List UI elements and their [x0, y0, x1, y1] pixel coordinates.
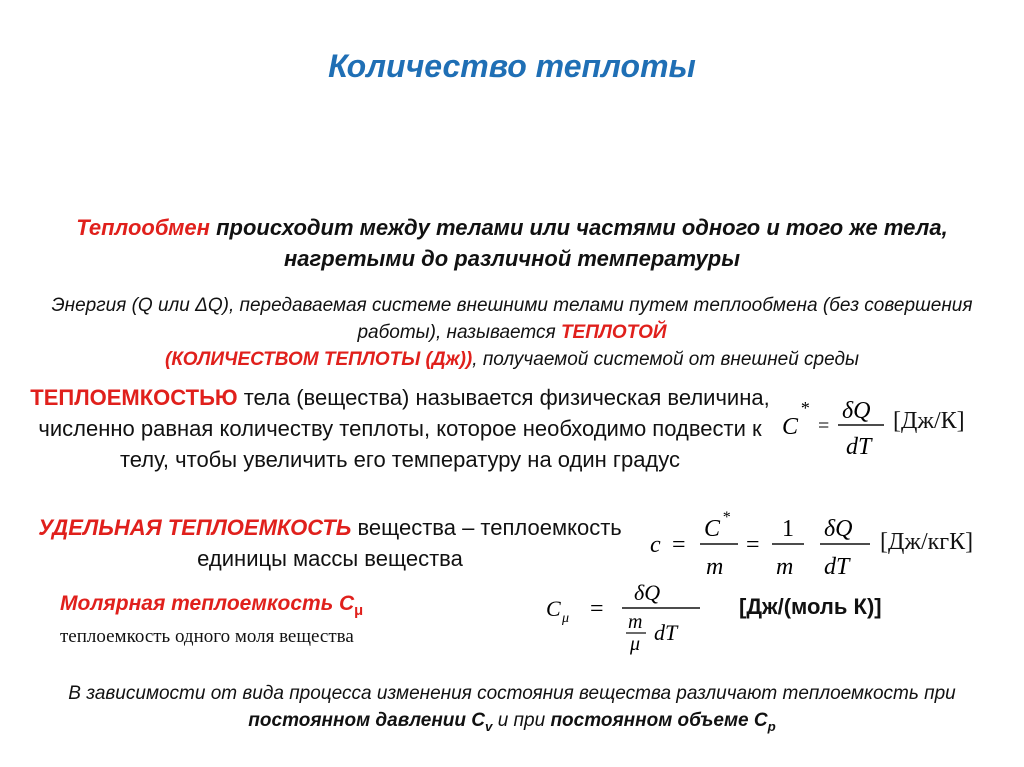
svg-text:1: 1: [782, 516, 794, 542]
heat-definition-text-1: Энергия (Q или ΔQ), передаваемая системе внешними телами путем теплообмена (без совершения работы), называется: [51, 295, 973, 343]
svg-text:=: =: [746, 532, 760, 558]
svg-text:=: =: [590, 596, 604, 622]
svg-text:δQ: δQ: [634, 580, 661, 605]
svg-text:m: m: [776, 554, 794, 580]
molar-heat-term: Молярная теплоемкость $C_\mu$: [60, 592, 364, 620]
svg-text:m: m: [628, 611, 643, 633]
svg-text:dT: dT: [846, 434, 872, 460]
svg-text:m: m: [706, 554, 724, 580]
svg-text:C: C: [704, 516, 721, 542]
svg-text:μ: μ: [630, 633, 641, 655]
specific-heat-definition: [30, 512, 630, 574]
svg-text:c: c: [650, 532, 661, 558]
svg-text:dT: dT: [824, 554, 850, 580]
heat-capacity-formula: [776, 390, 888, 466]
specific-heat-formula: [648, 508, 876, 582]
svg-text:=: =: [672, 532, 686, 558]
process-dependence-note: В зависимости от вида процесса изменения состояния вещества различают теплоемкость при постоянном давлении $C_v$ и при постоянном объеме $C_p$: [68, 683, 956, 734]
specific-heat-term: УДЕЛЬНАЯ ТЕПЛОЕМКОСТЬ: [38, 515, 352, 540]
molar-heat-text: теплоемкость одного моля вещества: [60, 626, 354, 647]
svg-text:=: =: [818, 415, 830, 437]
specific-heat-text: вещества – теплоемкость единицы массы вещества: [197, 515, 622, 571]
heat-term: ТЕПЛОТОЙ: [560, 322, 667, 343]
svg-text:C: C: [546, 596, 561, 621]
page-title: Количество теплоты: [328, 48, 696, 84]
heat-definition-text-2: , получаемой системой от внешней среды: [472, 349, 859, 370]
svg-text:δQ: δQ: [824, 516, 853, 542]
heat-definition: [12, 292, 1012, 373]
specific-heat-unit: [Дж/кгК]: [880, 529, 974, 555]
svg-text:dT: dT: [654, 620, 678, 645]
heat-capacity-text: тела (вещества) называется физическая величина, численно равная количеству теплоты, которое необходимо подвести к телу, чтобы увеличить его температуру на один градус: [38, 385, 770, 472]
heat-capacity-term: ТЕПЛОЕМКОСТЬЮ: [30, 385, 238, 410]
svg-text:*: *: [722, 509, 730, 526]
molar-heat-formula: [544, 576, 708, 656]
heat-capacity-unit: [Дж/К]: [893, 408, 965, 434]
svg-text:C: C: [782, 414, 799, 440]
svg-text:μ: μ: [562, 611, 570, 626]
heat-capacity-definition: [30, 382, 770, 475]
svg-text:*: *: [800, 398, 809, 418]
heat-quantity-term: (КОЛИЧЕСТВОМ ТЕПЛОТЫ (Дж)): [165, 349, 473, 370]
molar-heat-unit: [Дж/(моль К)]: [739, 594, 882, 619]
svg-text:δQ: δQ: [842, 398, 871, 424]
heat-exchange-term: Теплообмен: [76, 215, 210, 240]
heat-exchange-definition: [30, 212, 994, 274]
heat-exchange-text: происходит между телами или частями одного и того же тела, нагретыми до различной температуры: [209, 215, 948, 271]
